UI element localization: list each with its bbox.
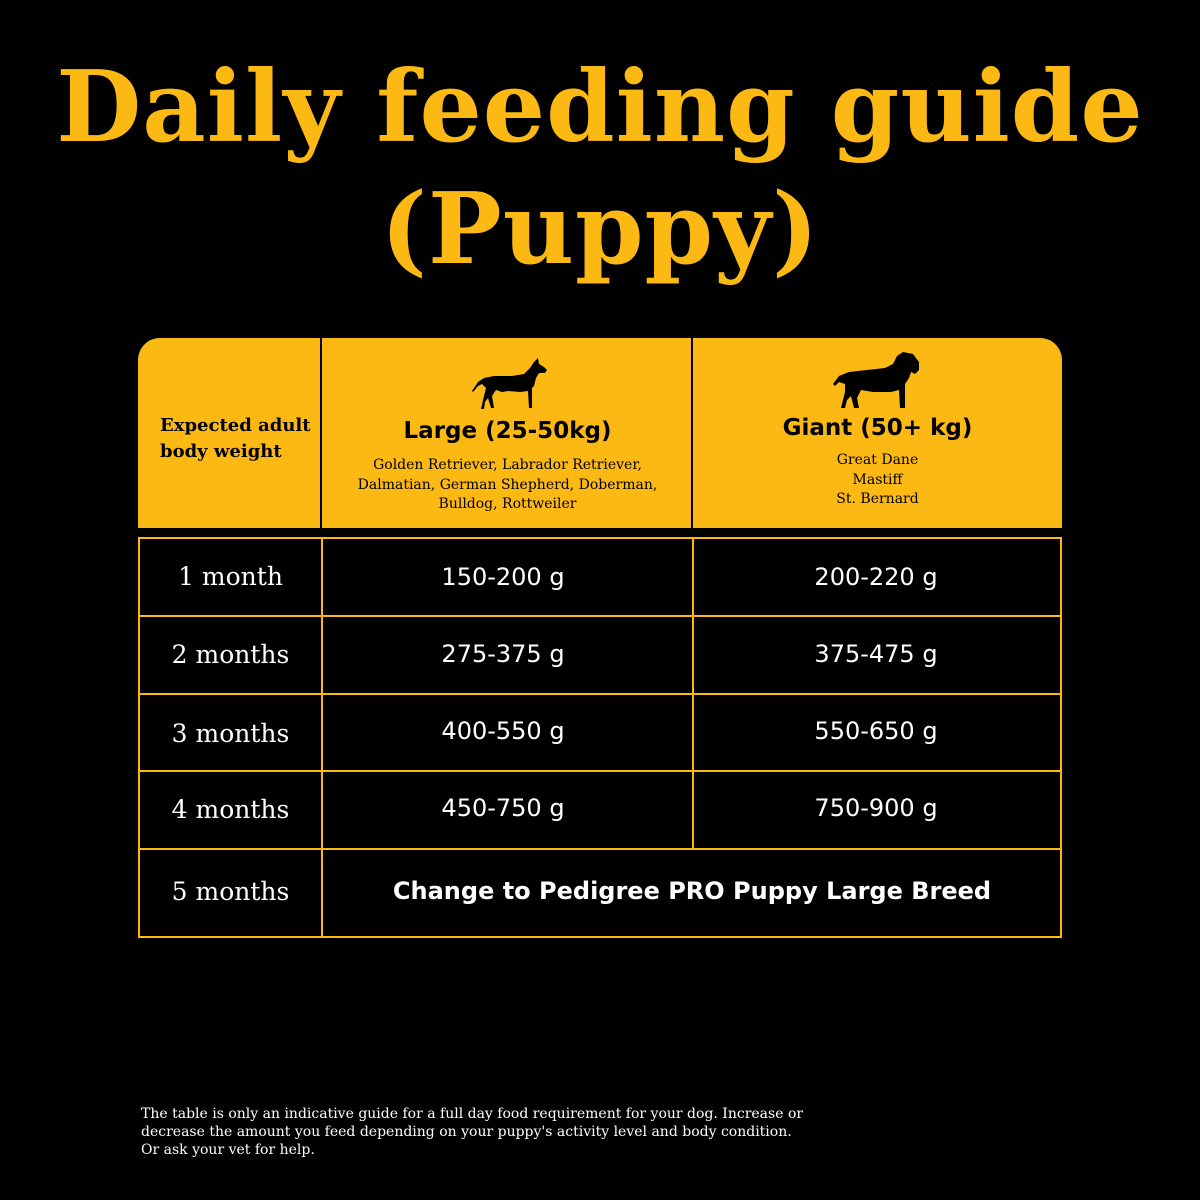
table-cell-giant: 750-900 g [814,794,938,822]
table-cell-large: 275-375 g [441,640,565,668]
page-title: Daily feeding guide [56,50,1144,165]
table-cell-large: 450-750 g [441,794,565,822]
header-cell-giant [693,338,1062,528]
table-cell-large: 400-550 g [441,717,565,745]
page-subtitle: (Puppy) [380,172,820,287]
breed-line: Mastiff [852,471,903,488]
header-large-breeds [322,456,693,515]
table-cell-giant: 200-220 g [814,563,938,591]
row-divider [140,848,1060,850]
footnote-line: The table is only an indicative guide for a full day food requirement for your dog. Increase or [141,1106,804,1122]
dog-giant-icon [833,350,921,410]
breed-line: Bulldog, Rottweiler [438,496,577,512]
row-divider [140,615,1060,617]
breed-line: Golden Retriever, Labrador Retriever, [373,457,642,473]
breed-line: Great Dane [836,452,919,468]
header-weight-label-line1: Expected adult [160,415,311,436]
table-header [138,338,1062,528]
footnote-line: decrease the amount you feed depending on your puppy's activity level and body condition. [141,1124,792,1140]
feeding-table [138,537,1062,938]
table-row-age: 5 months [171,877,290,906]
breed-line: Dalmatian, German Shepherd, Doberman, [357,476,658,493]
header-cell-weight [138,338,322,528]
header-giant-breeds [693,451,1062,510]
table-cell-note: Change to Pedigree PRO Puppy Large Breed [392,877,992,905]
table-row-age: 4 months [171,795,290,824]
footnote-line: Or ask your vet for help. [141,1142,315,1158]
dog-large-icon [472,358,548,410]
header-large-name: Large (25-50kg) [403,418,612,444]
breed-line: St. Bernard [836,491,919,507]
header-giant-name: Giant (50+ kg) [782,415,973,441]
header-weight-label-line2: body weight [160,441,282,462]
table-cell-giant: 550-650 g [814,717,938,745]
table-cell-giant: 375-475 g [814,640,938,668]
table-row-age: 2 months [171,640,290,669]
table-row-age: 1 month [178,562,283,591]
row-divider [140,693,1060,695]
row-divider [140,770,1060,772]
header-cell-large [322,338,693,528]
table-cell-large: 150-200 g [441,563,565,591]
table-row-age: 3 months [171,719,290,748]
footnote [141,1105,861,1159]
